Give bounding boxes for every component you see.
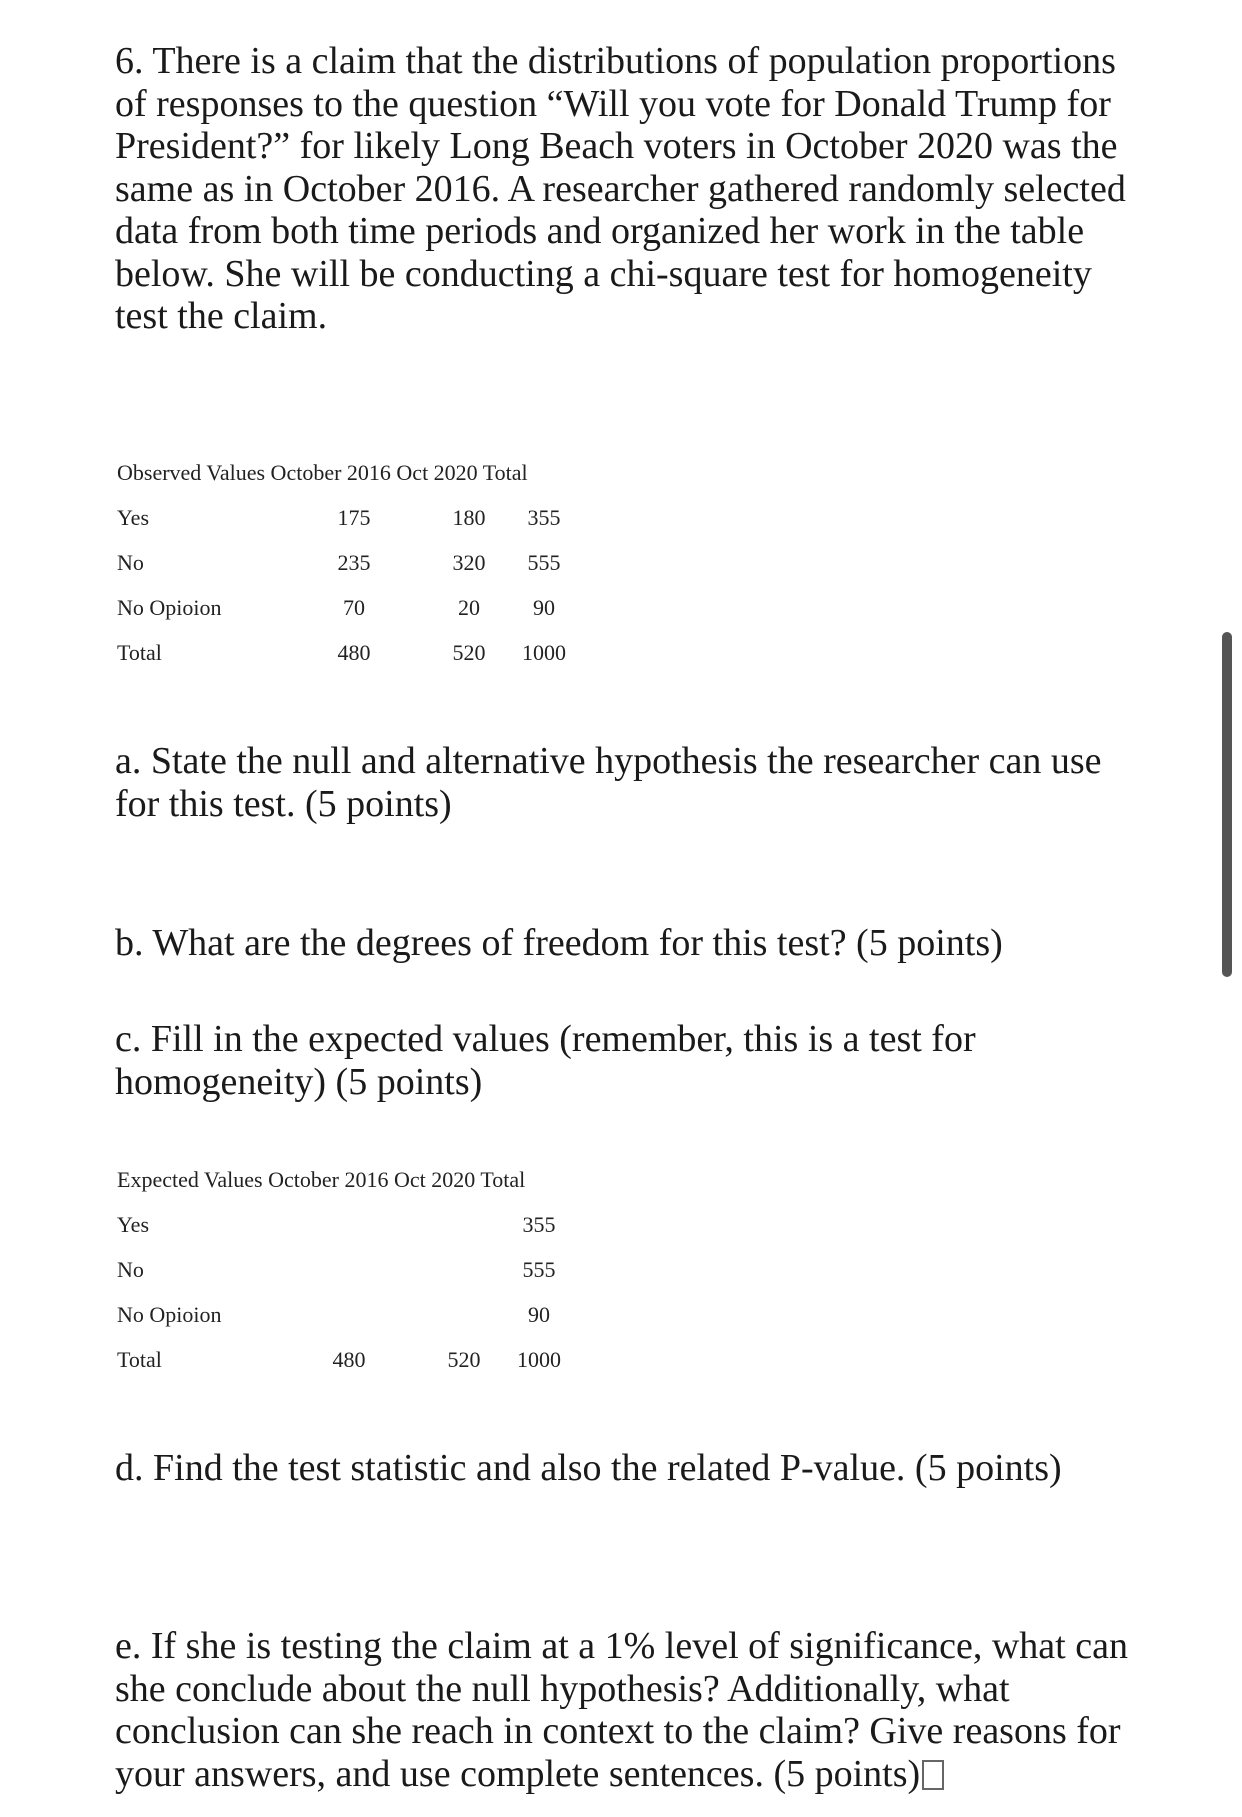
cell-oct2020: 520 [452,640,486,665]
answer-box-icon [922,1760,944,1790]
question-part-e: e. If she is testing the claim at a 1% level of significance, what can she conclude about the null hypothesis? Additionally, what conclusion can she reach in context to the claim? Give reasons for your answers, and use complete sentences. (5 points) [115,1625,1128,1795]
cell-oct2020: 180 [452,505,486,530]
question-part-b: b. What are the degrees of freedom for this test? (5 points) [115,922,1003,964]
cell-oct2016: 70 [343,595,365,620]
row-label: Total [117,1347,162,1372]
row-label: No Opioion [117,1302,222,1327]
cell-oct2020: 320 [452,550,486,575]
cell-total: 355 [527,505,561,530]
question-part-e-container [115,1625,1135,1795]
cell-oct2016: 235 [337,550,371,575]
row-label: Total [117,640,162,665]
cell-total: 90 [528,1302,550,1327]
cell-oct2020: 520 [447,1347,481,1372]
cell-oct2016: 175 [337,505,371,530]
row-label: Yes [117,1212,150,1237]
observed-header: Observed Values October 2016 Oct 2020 Total [117,460,528,485]
row-label: No [117,550,144,575]
cell-oct2020: 20 [458,595,480,620]
question-part-c: c. Fill in the expected values (remember, this is a test for homogeneity) (5 points) [115,1018,976,1103]
question-intro: 6. There is a claim that the distributions of population proportions of responses to the question “Will you vote for Donald Trump for President?” for likely Long Beach voters in October 2020 was the same as in October 2016. A researcher gathered randomly selected data from both time periods and organized her work in the table below. She will be conducting a chi-square test for homogeneity test the claim. [115,40,1126,337]
cell-oct2016: 480 [337,640,371,665]
expected-header: Expected Values October 2016 Oct 2020 Total [117,1167,526,1192]
row-label: No Opioion [117,595,222,620]
cell-total: 555 [527,550,561,575]
question-part-a: a. State the null and alternative hypothesis the researcher can use for this test. (5 points) [115,740,1102,825]
cell-total: 1000 [517,1347,561,1372]
cell-total: 90 [533,595,555,620]
row-label: Yes [117,505,150,530]
question-part-d: d. Find the test statistic and also the related P-value. (5 points) [115,1447,1062,1489]
cell-oct2016: 480 [332,1347,366,1372]
cell-total: 355 [522,1212,556,1237]
vertical-scrollbar[interactable] [1222,632,1232,977]
cell-total: 1000 [522,640,566,665]
row-label: No [117,1257,144,1282]
cell-total: 555 [522,1257,556,1282]
